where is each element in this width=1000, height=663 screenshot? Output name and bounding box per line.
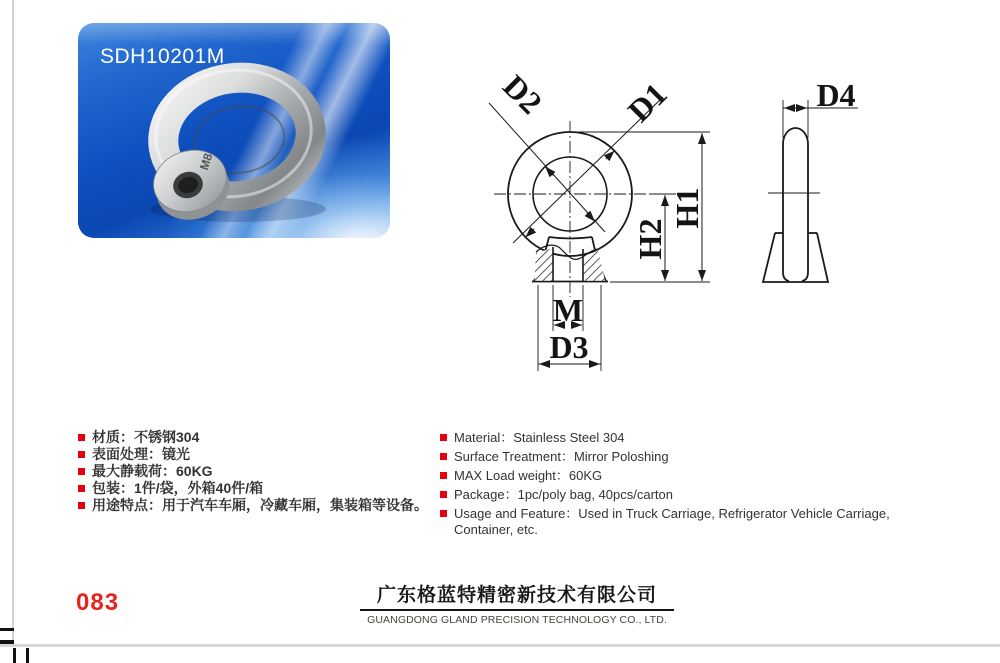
dim-label-d2: D2 — [496, 67, 550, 121]
spec-item-surface-en: Surface Treatment：Mirror Poloshing — [440, 449, 920, 465]
product-model-label: SDH10201M — [100, 45, 225, 68]
spec-item-material-en: Material：Stainless Steel 304 — [440, 430, 920, 446]
spec-item-load-cn: 最大静载荷：60KG — [78, 464, 428, 478]
thread-size-stamp: M8 — [196, 151, 216, 172]
spec-list-english — [440, 430, 920, 541]
dim-label-h1: H1 — [669, 187, 705, 229]
spec-item-usage-en: Usage and Feature：Used in Truck Carriage, Refrigerator Vehicle Carriage, Container, etc. — [440, 506, 920, 538]
front-view — [489, 97, 710, 371]
company-block — [360, 580, 674, 626]
bullet-icon — [78, 502, 85, 509]
bullet-icon — [78, 468, 85, 475]
bullet-icon — [440, 491, 447, 498]
bullet-icon — [440, 510, 447, 517]
bullet-icon — [440, 472, 447, 479]
dim-label-d4: D4 — [816, 77, 856, 113]
dim-label-d1: D1 — [620, 75, 674, 129]
bullet-icon — [440, 434, 447, 441]
dim-label-m: M — [552, 292, 584, 328]
dim-label-h2: H2 — [632, 218, 668, 260]
spec-list-chinese — [78, 430, 428, 515]
bullet-icon — [78, 451, 85, 458]
spec-item-package-cn: 包装：1件/袋，外箱40件/箱 — [78, 481, 428, 495]
page-number: 083 — [76, 589, 120, 616]
side-view — [763, 100, 858, 282]
spec-item-surface-cn: 表面处理：镜光 — [78, 447, 428, 461]
company-name-en: GUANGDONG GLAND PRECISION TECHNOLOGY CO., LTD. — [367, 614, 667, 626]
spec-item-usage-cn: 用途特点：用于汽车车厢，冷藏车厢，集装箱等设备。 — [78, 498, 428, 512]
spec-item-package-en: Package：1pc/poly bag, 40pcs/carton — [440, 487, 920, 503]
spec-item-load-en: MAX Load weight：60KG — [440, 468, 920, 484]
company-name-cn: 广东格蓝特精密新技术有限公司 — [360, 580, 674, 611]
dim-label-d3: D3 — [549, 329, 589, 365]
spec-item-material-cn: 材质：不锈钢304 — [78, 430, 428, 444]
thread-hatch-left — [535, 248, 554, 281]
bullet-icon — [440, 453, 447, 460]
bullet-icon — [78, 485, 85, 492]
bullet-icon — [78, 434, 85, 441]
